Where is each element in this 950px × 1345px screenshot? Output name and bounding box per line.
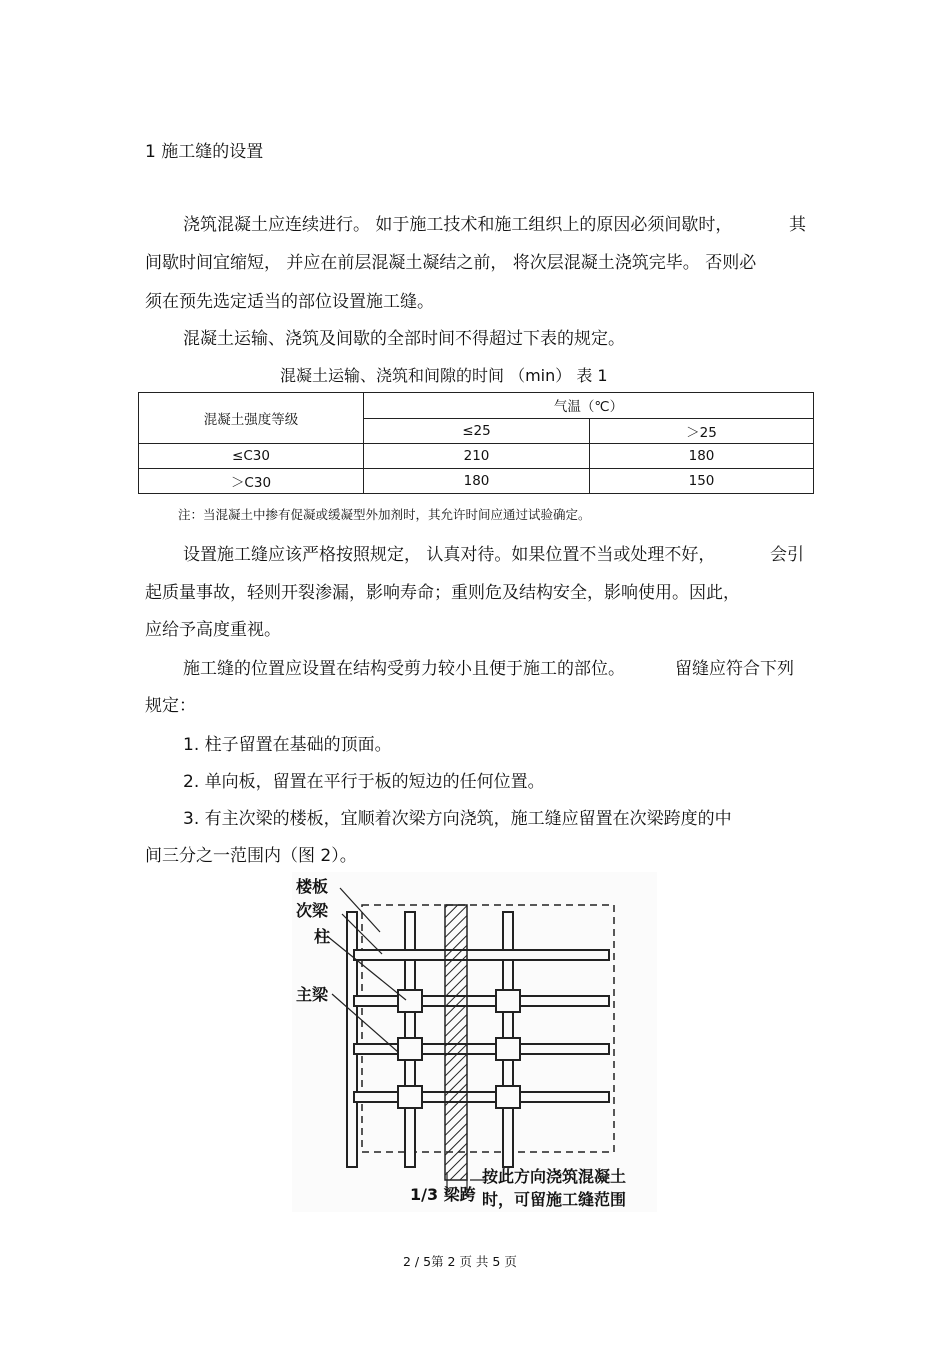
value-cell: 180: [590, 444, 814, 469]
section-heading: 1 施工缝的设置: [145, 142, 264, 162]
grade-cell: ≤C30: [139, 444, 364, 469]
para4-line1: 施工缝的位置应设置在结构受剪力较小且便于施工的部位。: [183, 659, 625, 679]
table-row: [139, 444, 814, 469]
grade-cell: ＞C30: [139, 469, 364, 494]
table-row: [139, 469, 814, 494]
header-temp-low: ≤25: [364, 418, 590, 444]
list-item: 3. 有主次梁的楼板，宜顺着次梁方向浇筑，施工缝应留置在次梁跨度的中: [183, 809, 732, 829]
para1-line1-end: 其: [789, 215, 806, 235]
value-cell: 210: [364, 444, 590, 469]
label-slab: 楼板: [296, 877, 329, 896]
table-caption: 混凝土运输、浇筑和间隙的时间 （min） 表 1: [280, 366, 608, 385]
label-secondary-beam: 次梁: [296, 901, 329, 920]
secondary-beams: [354, 950, 609, 1102]
page-footer: 2 / 5第 2 页 共 5 页: [403, 1254, 517, 1269]
para4-line1-end: 留缝应符合下列: [675, 659, 794, 679]
label-direction-2: 时，可留施工缝范围: [482, 1190, 627, 1209]
label-one-third-span: 1/3 梁跨: [410, 1185, 476, 1204]
label-column: 柱: [314, 927, 331, 946]
floor-plan-diagram: [292, 872, 657, 1212]
value-cell: 150: [590, 469, 814, 494]
para1-line3: 须在预先选定适当的部位设置施工缝。: [145, 292, 434, 312]
label-direction-1: 按此方向浇筑混凝土: [482, 1167, 627, 1186]
time-limit-table: [138, 392, 814, 494]
list-item-continuation: 间三分之一范围内（图 2）。: [145, 846, 357, 866]
joint-zone-hatch: [445, 905, 467, 1180]
para3-line2: 起质量事故，轻则开裂渗漏，影响寿命；重则危及结构安全，影响使用。因此，: [145, 583, 740, 603]
value-cell: 180: [364, 469, 590, 494]
list-item: 2. 单向板，留置在平行于板的短边的任何位置。: [183, 772, 545, 792]
label-main-beam: 主梁: [296, 985, 329, 1004]
para1-line1: 浇筑混凝土应连续进行。 如于施工技术和施工组织上的原因必须间歇时，: [183, 215, 733, 235]
header-temperature: 气温（℃）: [364, 393, 814, 419]
header-temp-high: ＞25: [590, 418, 814, 444]
construction-joint-figure: [292, 872, 657, 1212]
para3-line3: 应给予高度重视。: [145, 620, 281, 640]
para2: 混凝土运输、浇筑及间歇的全部时间不得超过下表的规定。: [183, 329, 625, 349]
table-note: 注：当混凝土中掺有促凝或缓凝型外加剂时，其允许时间应通过试验确定。: [178, 507, 591, 522]
para1-line2: 间歇时间宜缩短， 并应在前层混凝土凝结之前， 将次层混凝土浇筑完毕。 否则必: [145, 253, 757, 273]
list-item: 1. 柱子留置在基础的顶面。: [183, 735, 392, 755]
para4-line2: 规定：: [145, 696, 196, 716]
para3-line1: 设置施工缝应该严格按照规定， 认真对待。如果位置不当或处理不好，: [183, 545, 716, 565]
para3-line1-end: 会引: [770, 545, 804, 565]
header-grade: 混凝土强度等级: [139, 393, 364, 444]
slab-outline: [362, 905, 614, 1152]
